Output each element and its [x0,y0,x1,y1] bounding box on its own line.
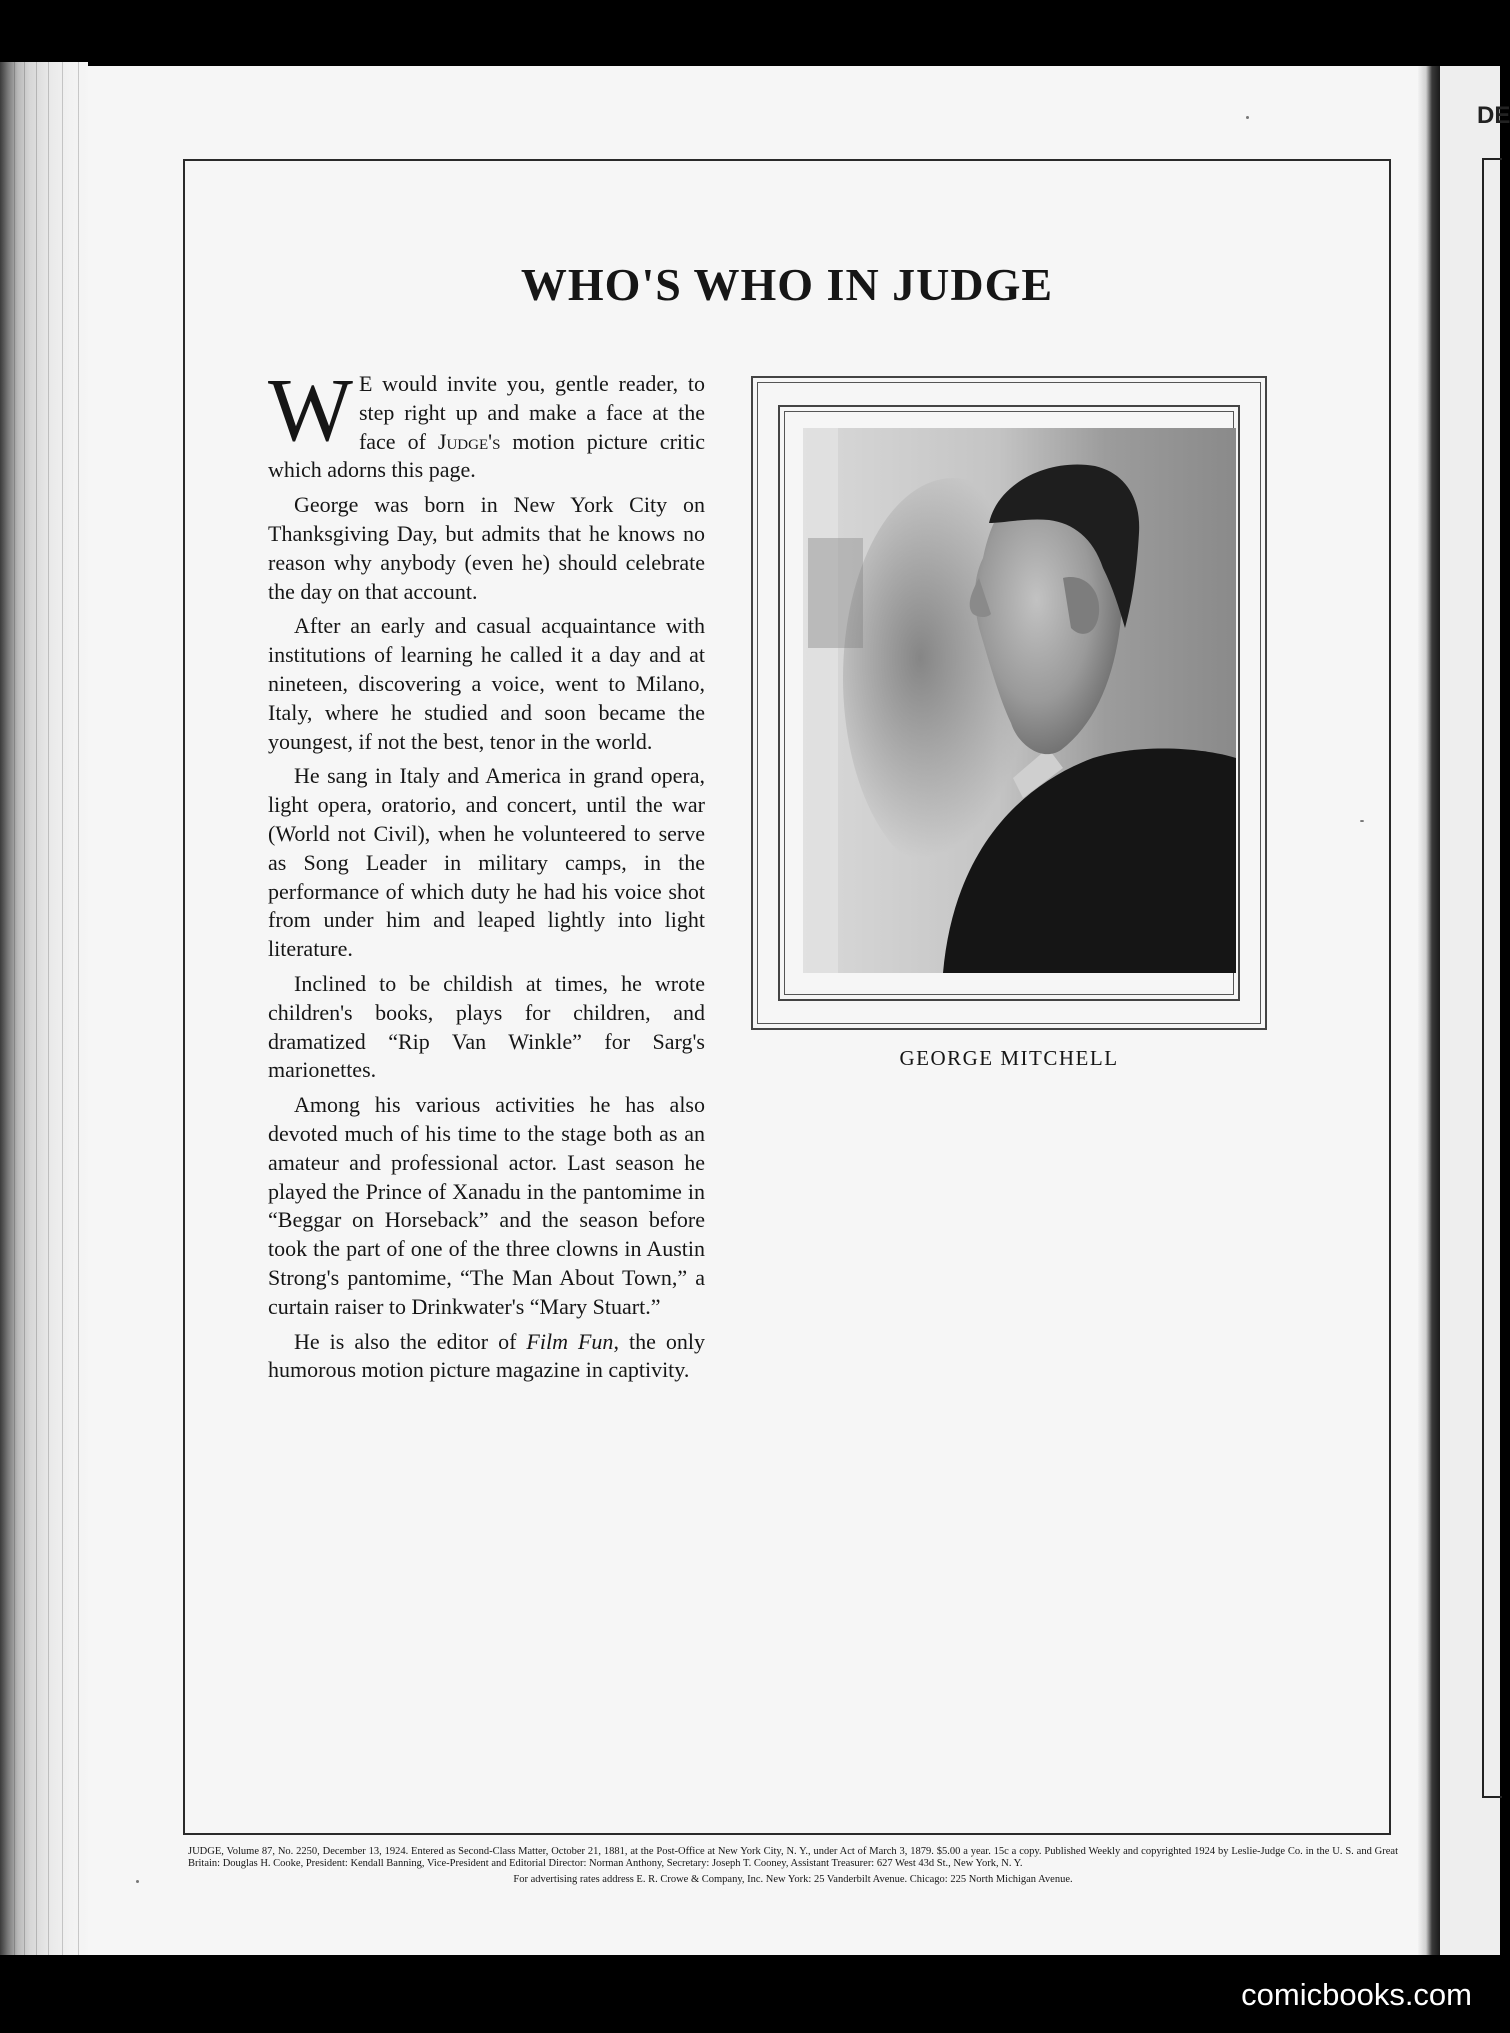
left-page-stack [0,62,88,1955]
publication-footer [188,1846,1398,1886]
top-black-bar [0,0,1500,66]
footer-line-2: Published Weekly and copyrighted 1924 by Leslie-Judge Co. in the U. S. and Great Britain: Douglas H. Cooke, President: Kendall Banning, Vice-President and Editorial Director: Norman Anthony, Secretary: Joseph T. Cooney, Assistant Treasurer: 627 West 43d St., New York, N. Y. [188,1846,1398,1869]
photo-caption: GEORGE MITCHELL [899,1046,1119,1070]
page-speck [1360,820,1364,822]
article-paragraph-1 [268,361,706,485]
article-paragraph-7 [268,1328,705,1386]
article-paragraph-5: Inclined to be childish at times, he wrote children's books, plays for children, and dramatized “Rip Van Winkle” for Sarg's marionettes. [268,970,705,1083]
article-text: , the only humorous motion picture magazine in captivity. [268,1328,705,1383]
article-body [268,361,706,1391]
article-italic-text: Film Fun [526,1328,614,1354]
footer-line-1: JUDGE, Volume 87, No. 2250, December 13, 1924. Entered as Second-Class Matter, October 21, 1881, at the Post-Office at New York City, N. Y., under Act of March 3, 1879. $5.00 a year. 15c a copy. [188,1846,1042,1857]
article-text: He is also the editor of [294,1328,527,1354]
book-spine [1418,66,1440,1955]
article-paragraph-4: He sang in Italy and America in grand opera, light opera, oratorio, and concert, until the war (World not Civil), when he volunteered to serve as Song Leader in military camps, in the performance of which duty he had his voice shot from under him and leaped lightly into light literature. [268,763,705,962]
article-text: motion picture critic which adorns this page. [268,428,706,483]
watermark-text: comicbooks.com [1241,1977,1472,2012]
page-speck [1246,116,1249,119]
article-paragraph-3: After an early and casual acquaintance with institutions of learning he called it a day and at nineteen, discovering a voice, went to Milano, Italy, where he studied and soon became the youngest, if not the best, tenor in the world. [268,613,705,754]
article-smallcaps-text: Judge's [437,428,501,454]
portrait-photo [803,428,1236,973]
page-title: WHO'S WHO IN JUDGE [520,259,1054,310]
drop-cap: W [268,361,353,460]
next-page-border [1482,158,1502,1798]
article-paragraph-2: George was born in New York City on Thanksgiving Day, but admits that he knows no reason why anybody (even he) should celebrate the day on that account. [268,492,705,604]
article-paragraph-6: Among his various activities he has also devoted much of his time to the stage both as an amateur and professional actor. Last season he played the Prince of Xanadu in the pantomime in “Beggar on Horseback” and the season before took the part of one of the three clowns in Austin Strong's pantomime, “The Man About Town,” a curtain raiser to Drinkwater's “Mary Stuart.” [268,1092,705,1319]
page-speck [136,1880,139,1883]
next-page-edge [1440,66,1510,1955]
article-text: E would invite you, gentle reader, to step right up and make a face at the face of [358,371,705,454]
footer-line-3: For advertising rates address E. R. Crowe & Company, Inc. New York: 25 Vanderbilt Avenue. Chicago: 225 North Michigan Avenue. [513,1874,1073,1885]
next-page-heading: DE [1477,102,1510,129]
portrait-image [803,428,1236,973]
